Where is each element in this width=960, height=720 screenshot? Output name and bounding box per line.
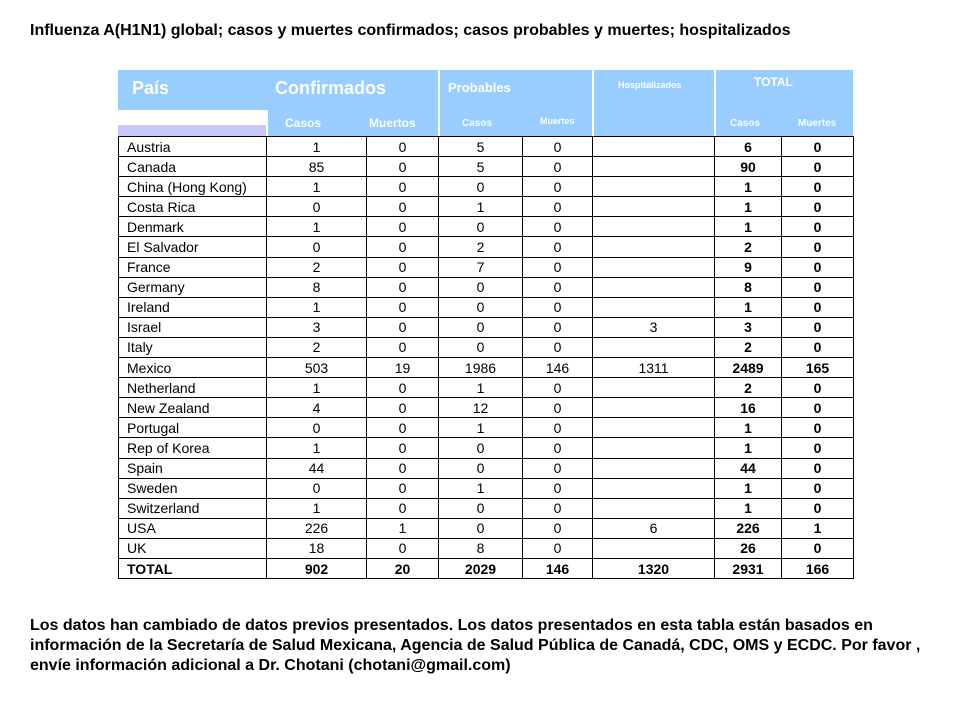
hospitalized-cell [593,438,715,458]
confirmed-deaths-cell: 0 [367,317,439,337]
confirmed-cases-cell: 226 [267,518,367,538]
country-cell: Rep of Korea [119,438,267,458]
confirmed-cases-cell: 0 [267,197,367,217]
probable-cases-cell: 0 [439,277,523,297]
probable-cases-cell: 0 [439,317,523,337]
hospitalized-cell [593,157,715,177]
table-row [119,378,854,398]
table-row [119,398,854,418]
probable-cases-cell: 7 [439,257,523,277]
probable-deaths-cell: 0 [523,137,593,157]
table-row [119,478,854,498]
table-row [119,438,854,458]
probable-cases-cell: 0 [439,337,523,357]
probable-deaths-cell: 0 [523,337,593,357]
probable-cases-cell: 2029 [439,558,523,578]
probable-deaths-cell: 0 [523,418,593,438]
hospitalized-cell [593,498,715,518]
total-cases-cell: 1 [715,498,782,518]
probable-deaths-cell: 146 [523,558,593,578]
total-deaths-cell: 0 [782,177,854,197]
table-row [119,277,854,297]
total-cases-cell: 6 [715,137,782,157]
confirmed-deaths-cell: 0 [367,438,439,458]
total-cases-cell: 2 [715,337,782,357]
country-cell: Austria [119,137,267,157]
confirmed-cases-cell: 902 [267,558,367,578]
table-row [119,418,854,438]
probable-cases-cell: 5 [439,137,523,157]
country-cell: France [119,257,267,277]
country-cell: Germany [119,277,267,297]
country-cell: Israel [119,317,267,337]
total-cases-cell: 8 [715,277,782,297]
confirmed-deaths-cell: 0 [367,137,439,157]
total-cases-cell: 16 [715,398,782,418]
confirmed-deaths-cell: 0 [367,297,439,317]
confirmed-cases-cell: 18 [267,538,367,558]
total-deaths-cell: 1 [782,518,854,538]
country-cell: Costa Rica [119,197,267,217]
probable-cases-cell: 0 [439,297,523,317]
hospitalized-cell [593,177,715,197]
table-row [119,137,854,157]
country-cell: Netherland [119,378,267,398]
hospitalized-cell [593,418,715,438]
header-pais: País [132,78,170,98]
confirmed-deaths-cell: 1 [367,518,439,538]
hospitalized-cell [593,378,715,398]
probable-cases-cell: 1 [439,418,523,438]
total-cases-cell: 3 [715,317,782,337]
hospitalized-cell [593,237,715,257]
probable-cases-cell: 5 [439,157,523,177]
confirmed-cases-cell: 0 [267,237,367,257]
total-cases-cell: 1 [715,297,782,317]
confirmed-cases-cell: 1 [267,297,367,317]
probable-cases-cell: 1 [439,197,523,217]
hospitalized-cell [593,458,715,478]
confirmed-deaths-cell: 0 [367,157,439,177]
hospitalized-cell [593,197,715,217]
hospitalized-cell [593,137,715,157]
total-cases-cell: 1 [715,217,782,237]
country-cell: Switzerland [119,498,267,518]
confirmed-cases-cell: 85 [267,157,367,177]
confirmed-deaths-cell: 0 [367,398,439,418]
total-deaths-cell: 165 [782,358,854,378]
country-cell: Mexico [119,358,267,378]
probable-deaths-cell: 0 [523,538,593,558]
hospitalized-cell [593,257,715,277]
confirmed-deaths-cell: 0 [367,418,439,438]
table-row [119,538,854,558]
total-deaths-cell: 0 [782,237,854,257]
header-conf-casos: Casos [285,116,322,130]
total-deaths-cell: 166 [782,558,854,578]
confirmed-deaths-cell: 0 [367,337,439,357]
probable-deaths-cell: 146 [523,358,593,378]
probable-cases-cell: 0 [439,518,523,538]
confirmed-cases-cell: 2 [267,337,367,357]
probable-deaths-cell: 0 [523,277,593,297]
page-title: Influenza A(H1N1) global; casos y muertes confirmados; casos probables y muertes; hospitalizados [30,22,791,39]
confirmed-deaths-cell: 0 [367,197,439,217]
hospitalized-cell [593,217,715,237]
total-deaths-cell: 0 [782,418,854,438]
table-row [119,297,854,317]
probable-deaths-cell: 0 [523,197,593,217]
probable-deaths-cell: 0 [523,237,593,257]
probable-deaths-cell: 0 [523,478,593,498]
confirmed-cases-cell: 4 [267,398,367,418]
hospitalized-cell: 6 [593,518,715,538]
total-deaths-cell: 0 [782,337,854,357]
probable-deaths-cell: 0 [523,217,593,237]
confirmed-cases-cell: 1 [267,177,367,197]
probable-deaths-cell: 0 [523,317,593,337]
probable-cases-cell: 0 [439,458,523,478]
confirmed-deaths-cell: 0 [367,277,439,297]
total-deaths-cell: 0 [782,538,854,558]
confirmed-deaths-cell: 0 [367,237,439,257]
confirmed-deaths-cell: 0 [367,378,439,398]
hospitalized-cell: 1320 [593,558,715,578]
probable-cases-cell: 1 [439,378,523,398]
table-row [119,518,854,538]
probable-cases-cell: 12 [439,398,523,418]
confirmed-deaths-cell: 19 [367,358,439,378]
flu-table [118,70,853,579]
hospitalized-cell [593,478,715,498]
header-pais-sub [118,125,266,136]
table-row [119,197,854,217]
total-deaths-cell: 0 [782,137,854,157]
probable-cases-cell: 2 [439,237,523,257]
probable-deaths-cell: 0 [523,458,593,478]
probable-cases-cell: 1986 [439,358,523,378]
total-deaths-cell: 0 [782,378,854,398]
header-probables: Probables [448,80,511,95]
total-cases-cell: 1 [715,197,782,217]
total-cases-cell: 9 [715,257,782,277]
confirmed-cases-cell: 44 [267,458,367,478]
footnote: Los datos han cambiado de datos previos presentados. Los datos presentados en esta tabla están basados en información de la Secretaría de Salud Mexicana, Agencia de Salud Pública de Canadá, CDC, OMS y ECDC. Por favor , envíe información adicional a Dr. Chotani (chotani@gmail.com) [30,617,921,674]
total-cases-cell: 2 [715,237,782,257]
probable-cases-cell: 0 [439,217,523,237]
probable-deaths-cell: 0 [523,177,593,197]
total-deaths-cell: 0 [782,157,854,177]
confirmed-deaths-cell: 0 [367,478,439,498]
probable-cases-cell: 0 [439,498,523,518]
confirmed-deaths-cell: 0 [367,458,439,478]
probable-deaths-cell: 0 [523,157,593,177]
country-cell: UK [119,538,267,558]
table-body [119,137,854,579]
probable-cases-cell: 1 [439,478,523,498]
table-row [119,217,854,237]
total-deaths-cell: 0 [782,297,854,317]
table-header [118,70,853,136]
table-row [119,257,854,277]
table-row [119,358,854,378]
hospitalized-cell [593,297,715,317]
header-hospitalizados: Hospitalizados [618,80,682,90]
probable-cases-cell: 0 [439,438,523,458]
confirmed-deaths-cell: 0 [367,177,439,197]
total-deaths-cell: 0 [782,398,854,418]
country-cell: Canada [119,157,267,177]
probable-deaths-cell: 0 [523,378,593,398]
header-conf-muertos: Muertos [369,116,416,130]
country-cell: Spain [119,458,267,478]
confirmed-deaths-cell: 0 [367,498,439,518]
total-cases-cell: 26 [715,538,782,558]
table-row [119,317,854,337]
hospitalized-cell [593,337,715,357]
table-row [119,458,854,478]
total-deaths-cell: 0 [782,217,854,237]
total-deaths-cell: 0 [782,277,854,297]
confirmed-cases-cell: 3 [267,317,367,337]
country-cell: TOTAL [119,558,267,578]
confirmed-cases-cell: 1 [267,137,367,157]
data-table [118,136,854,579]
table-row [119,177,854,197]
total-deaths-cell: 0 [782,317,854,337]
table-row [119,157,854,177]
total-deaths-cell: 0 [782,257,854,277]
header-prob-casos: Casos [462,118,493,129]
table-row [119,558,854,578]
confirmed-cases-cell: 1 [267,378,367,398]
total-cases-cell: 1 [715,478,782,498]
total-deaths-cell: 0 [782,498,854,518]
country-cell: Italy [119,337,267,357]
confirmed-deaths-cell: 0 [367,217,439,237]
total-cases-cell: 90 [715,157,782,177]
probable-cases-cell: 0 [439,177,523,197]
probable-deaths-cell: 0 [523,438,593,458]
confirmed-deaths-cell: 0 [367,538,439,558]
hospitalized-cell: 1311 [593,358,715,378]
total-cases-cell: 1 [715,438,782,458]
confirmed-cases-cell: 0 [267,478,367,498]
total-cases-cell: 226 [715,518,782,538]
probable-deaths-cell: 0 [523,398,593,418]
country-cell: Denmark [119,217,267,237]
confirmed-cases-cell: 0 [267,418,367,438]
confirmed-cases-cell: 503 [267,358,367,378]
total-deaths-cell: 0 [782,458,854,478]
header-prob-muertes: Muertes [540,116,575,126]
header-total: TOTAL [754,75,793,89]
probable-cases-cell: 8 [439,538,523,558]
country-cell: Ireland [119,297,267,317]
confirmed-cases-cell: 8 [267,277,367,297]
country-cell: El Salvador [119,237,267,257]
confirmed-deaths-cell: 20 [367,558,439,578]
probable-deaths-cell: 0 [523,498,593,518]
hospitalized-cell: 3 [593,317,715,337]
total-cases-cell: 2931 [715,558,782,578]
confirmed-cases-cell: 1 [267,438,367,458]
country-cell: New Zealand [119,398,267,418]
country-cell: Sweden [119,478,267,498]
header-confirmados: Confirmados [275,78,387,98]
table-row [119,337,854,357]
hospitalized-cell [593,277,715,297]
total-deaths-cell: 0 [782,197,854,217]
total-cases-cell: 1 [715,177,782,197]
confirmed-cases-cell: 2 [267,257,367,277]
confirmed-cases-cell: 1 [267,498,367,518]
probable-deaths-cell: 0 [523,297,593,317]
country-cell: Portugal [119,418,267,438]
header-tot-muertes: Muertes [798,118,837,129]
total-deaths-cell: 0 [782,438,854,458]
confirmed-deaths-cell: 0 [367,257,439,277]
country-cell: USA [119,518,267,538]
total-cases-cell: 1 [715,418,782,438]
total-cases-cell: 2489 [715,358,782,378]
hospitalized-cell [593,538,715,558]
header-tot-casos: Casos [730,118,761,129]
probable-deaths-cell: 0 [523,518,593,538]
total-deaths-cell: 0 [782,478,854,498]
total-cases-cell: 44 [715,458,782,478]
probable-deaths-cell: 0 [523,257,593,277]
country-cell: China (Hong Kong) [119,177,267,197]
confirmed-cases-cell: 1 [267,217,367,237]
table-row [119,237,854,257]
total-cases-cell: 2 [715,378,782,398]
hospitalized-cell [593,398,715,418]
table-row [119,498,854,518]
